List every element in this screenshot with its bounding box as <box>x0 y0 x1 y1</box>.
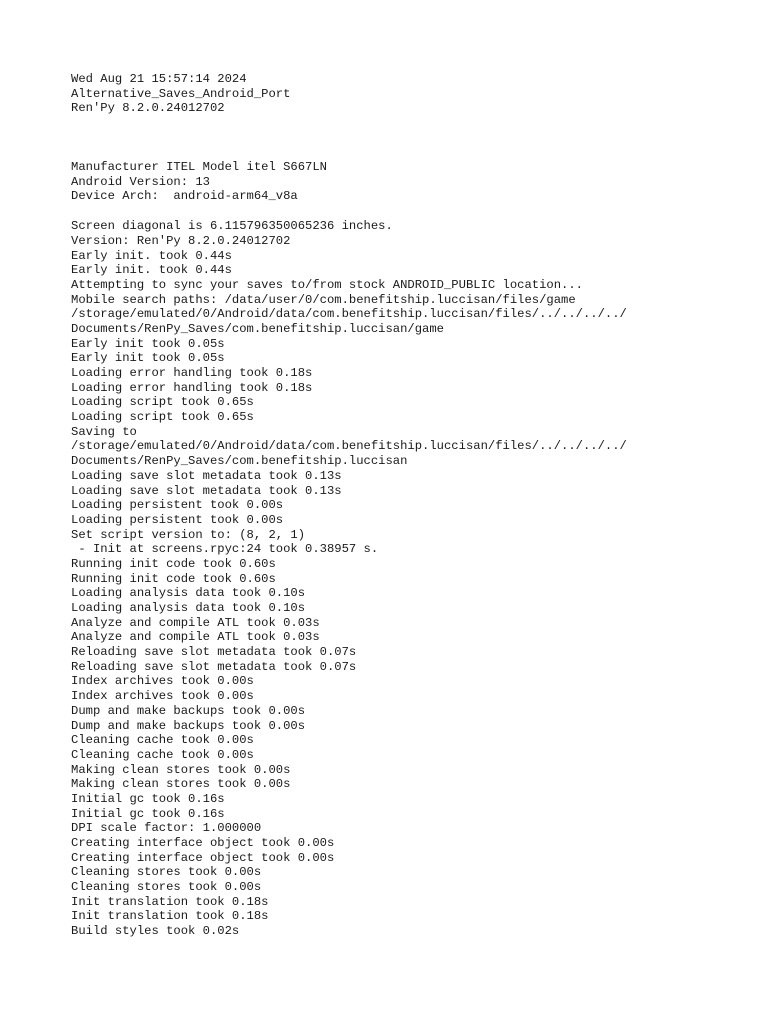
log-line: Documents/RenPy_Saves/com.benefitship.luccisan <box>71 454 408 469</box>
log-line: Reloading save slot metadata took 0.07s <box>71 645 357 660</box>
spacer <box>71 204 751 219</box>
log-line: Loading analysis data took 0.10s <box>71 586 306 601</box>
log-line: Loading analysis data took 0.10s <box>71 601 306 615</box>
log-line: Mobile search paths: /data/user/0/com.benefitship.luccisan/files/game <box>71 292 576 307</box>
manufacturer-line: Manufacturer ITEL Model itel S667LN <box>71 160 327 175</box>
log-line: Attempting to sync your saves to/from stock ANDROID_PUBLIC location... <box>71 277 583 292</box>
log-line: - Init at screens.rpyc:24 took 0.38957 s. <box>71 542 379 557</box>
log-line: Init translation took 0.18s <box>71 909 269 924</box>
renpy-version-line: Ren'Py 8.2.0.24012702 <box>71 101 225 116</box>
log-line: Init translation took 0.18s <box>71 894 269 909</box>
log-line: /storage/emulated/0/Android/data/com.benefitship.luccisan/files/../../../../ <box>71 307 627 322</box>
device-arch-line: Device Arch: android-arm64_v8a <box>71 189 298 204</box>
log-line: Cleaning stores took 0.00s <box>71 865 262 880</box>
log-line: Early init took 0.05s <box>71 336 225 351</box>
log-line: Set script version to: (8, 2, 1) <box>71 527 306 542</box>
android-version-line: Android Version: 13 <box>71 174 210 189</box>
spacer <box>71 116 751 160</box>
log-line: Dump and make backups took 0.00s <box>71 703 306 718</box>
log-line: Initial gc took 0.16s <box>71 791 225 806</box>
log-line: Documents/RenPy_Saves/com.benefitship.luccisan/game <box>71 321 444 336</box>
log-line: Loading script took 0.65s <box>71 395 254 410</box>
log-line: Saving to <box>71 424 137 439</box>
log-line: Making clean stores took 0.00s <box>71 777 291 792</box>
log-line: Loading persistent took 0.00s <box>71 498 284 513</box>
header-block <box>71 72 751 116</box>
log-line: Reloading save slot metadata took 0.07s <box>71 659 357 674</box>
log-line: Index archives took 0.00s <box>71 674 254 689</box>
log-body <box>71 219 751 939</box>
log-line: Loading script took 0.65s <box>71 410 254 425</box>
log-line: Analyze and compile ATL took 0.03s <box>71 615 320 630</box>
device-info-block <box>71 160 751 204</box>
log-line: Loading error handling took 0.18s <box>71 366 313 380</box>
log-line: Loading error handling took 0.18s <box>71 380 313 395</box>
log-line: DPI scale factor: 1.000000 <box>71 821 262 836</box>
log-line: Analyze and compile ATL took 0.03s <box>71 630 320 645</box>
log-line: Build styles took 0.02s <box>71 924 240 939</box>
log-line: Cleaning cache took 0.00s <box>71 747 254 762</box>
log-line: Loading save slot metadata took 0.13s <box>71 483 342 498</box>
log-line: Version: Ren'Py 8.2.0.24012702 <box>71 233 291 248</box>
log-line: Loading save slot metadata took 0.13s <box>71 468 342 483</box>
log-line: /storage/emulated/0/Android/data/com.benefitship.luccisan/files/../../../../ <box>71 439 627 454</box>
log-line: Running init code took 0.60s <box>71 571 276 586</box>
timestamp-line: Wed Aug 21 15:57:14 2024 <box>71 72 247 86</box>
log-line: Index archives took 0.00s <box>71 689 254 704</box>
log-line: Early init. took 0.44s <box>71 263 232 278</box>
log-line: Running init code took 0.60s <box>71 556 276 571</box>
log-line: Early init took 0.05s <box>71 351 225 366</box>
log-line: Creating interface object took 0.00s <box>71 836 335 850</box>
log-line: Cleaning cache took 0.00s <box>71 733 254 748</box>
log-line: Dump and make backups took 0.00s <box>71 718 306 733</box>
log-line: Early init. took 0.44s <box>71 248 232 263</box>
log-line: Screen diagonal is 6.115796350065236 inches. <box>71 219 393 234</box>
log-document <box>71 72 751 939</box>
log-line: Cleaning stores took 0.00s <box>71 880 262 895</box>
log-line: Making clean stores took 0.00s <box>71 762 291 777</box>
log-line: Loading persistent took 0.00s <box>71 512 284 527</box>
log-line: Initial gc took 0.16s <box>71 806 225 821</box>
project-name-line: Alternative_Saves_Android_Port <box>71 86 291 101</box>
log-line: Creating interface object took 0.00s <box>71 850 335 865</box>
